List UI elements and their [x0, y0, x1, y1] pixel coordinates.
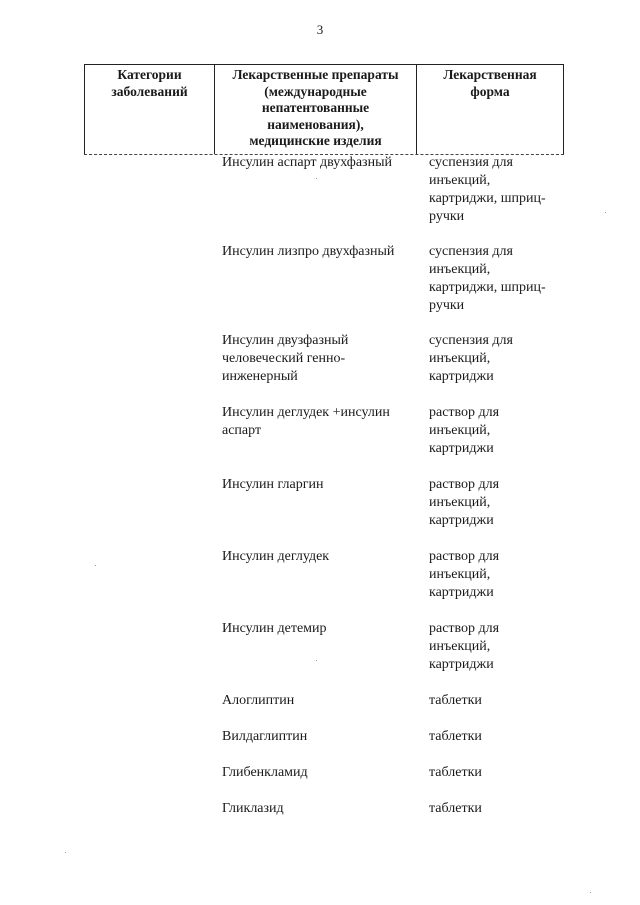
table-row-form: суспензия для инъекций, картриджи: [429, 333, 513, 384]
table-row-drug: Инсулин гларгин: [222, 477, 324, 492]
table-row-drug: Инсулин аспарт двухфазный: [222, 155, 392, 170]
table-row-form: таблетки: [429, 765, 482, 780]
table-row-drug: Алоглиптин: [222, 693, 295, 708]
table-row-form: суспензия для инъекций, картриджи, шприц- ручки: [429, 155, 546, 224]
table-row-form: суспензия для инъекций, картриджи, шприц- ручки: [429, 244, 546, 313]
table-row-form: раствор для инъекций, картриджи: [429, 549, 500, 600]
table-row-drug: Инсулин двузфазный человеческий генно- инженерный: [222, 333, 349, 384]
scan-speck: [95, 565, 96, 566]
header-form: Лекарственная форма: [417, 65, 564, 154]
scan-speck: [605, 212, 606, 213]
scan-speck: [65, 852, 66, 853]
table-row-form: таблетки: [429, 729, 482, 744]
table-row-form: таблетки: [429, 801, 482, 816]
header-drugs: Лекарственные препараты (международные непатентованные наименования), медицинские изделия: [215, 65, 417, 154]
table-row-drug: Гликлазид: [222, 801, 284, 816]
table-row-drug: Глибенкламид: [222, 765, 308, 780]
scan-speck: [316, 178, 317, 179]
table-row-form: таблетки: [429, 693, 482, 708]
table-row-form: раствор для инъекций, картриджи: [429, 621, 500, 672]
table-row-drug: Инсулин детемир: [222, 621, 327, 636]
header-categories: Категории заболеваний: [84, 65, 215, 154]
page-number: 3: [316, 22, 324, 37]
scan-speck: [590, 892, 591, 893]
table-row-drug: Инсулин лизпро двухфазный: [222, 244, 395, 259]
table-row-drug: Инсулин деглудек +инсулин аспарт: [222, 405, 390, 438]
table-row-form: раствор для инъекций, картриджи: [429, 405, 500, 456]
table-row-form: раствор для инъекций, картриджи: [429, 477, 500, 528]
table-row-drug: Вилдаглиптин: [222, 729, 308, 744]
scan-speck: [316, 660, 317, 661]
table-row-drug: Инсулин деглудек: [222, 549, 330, 564]
